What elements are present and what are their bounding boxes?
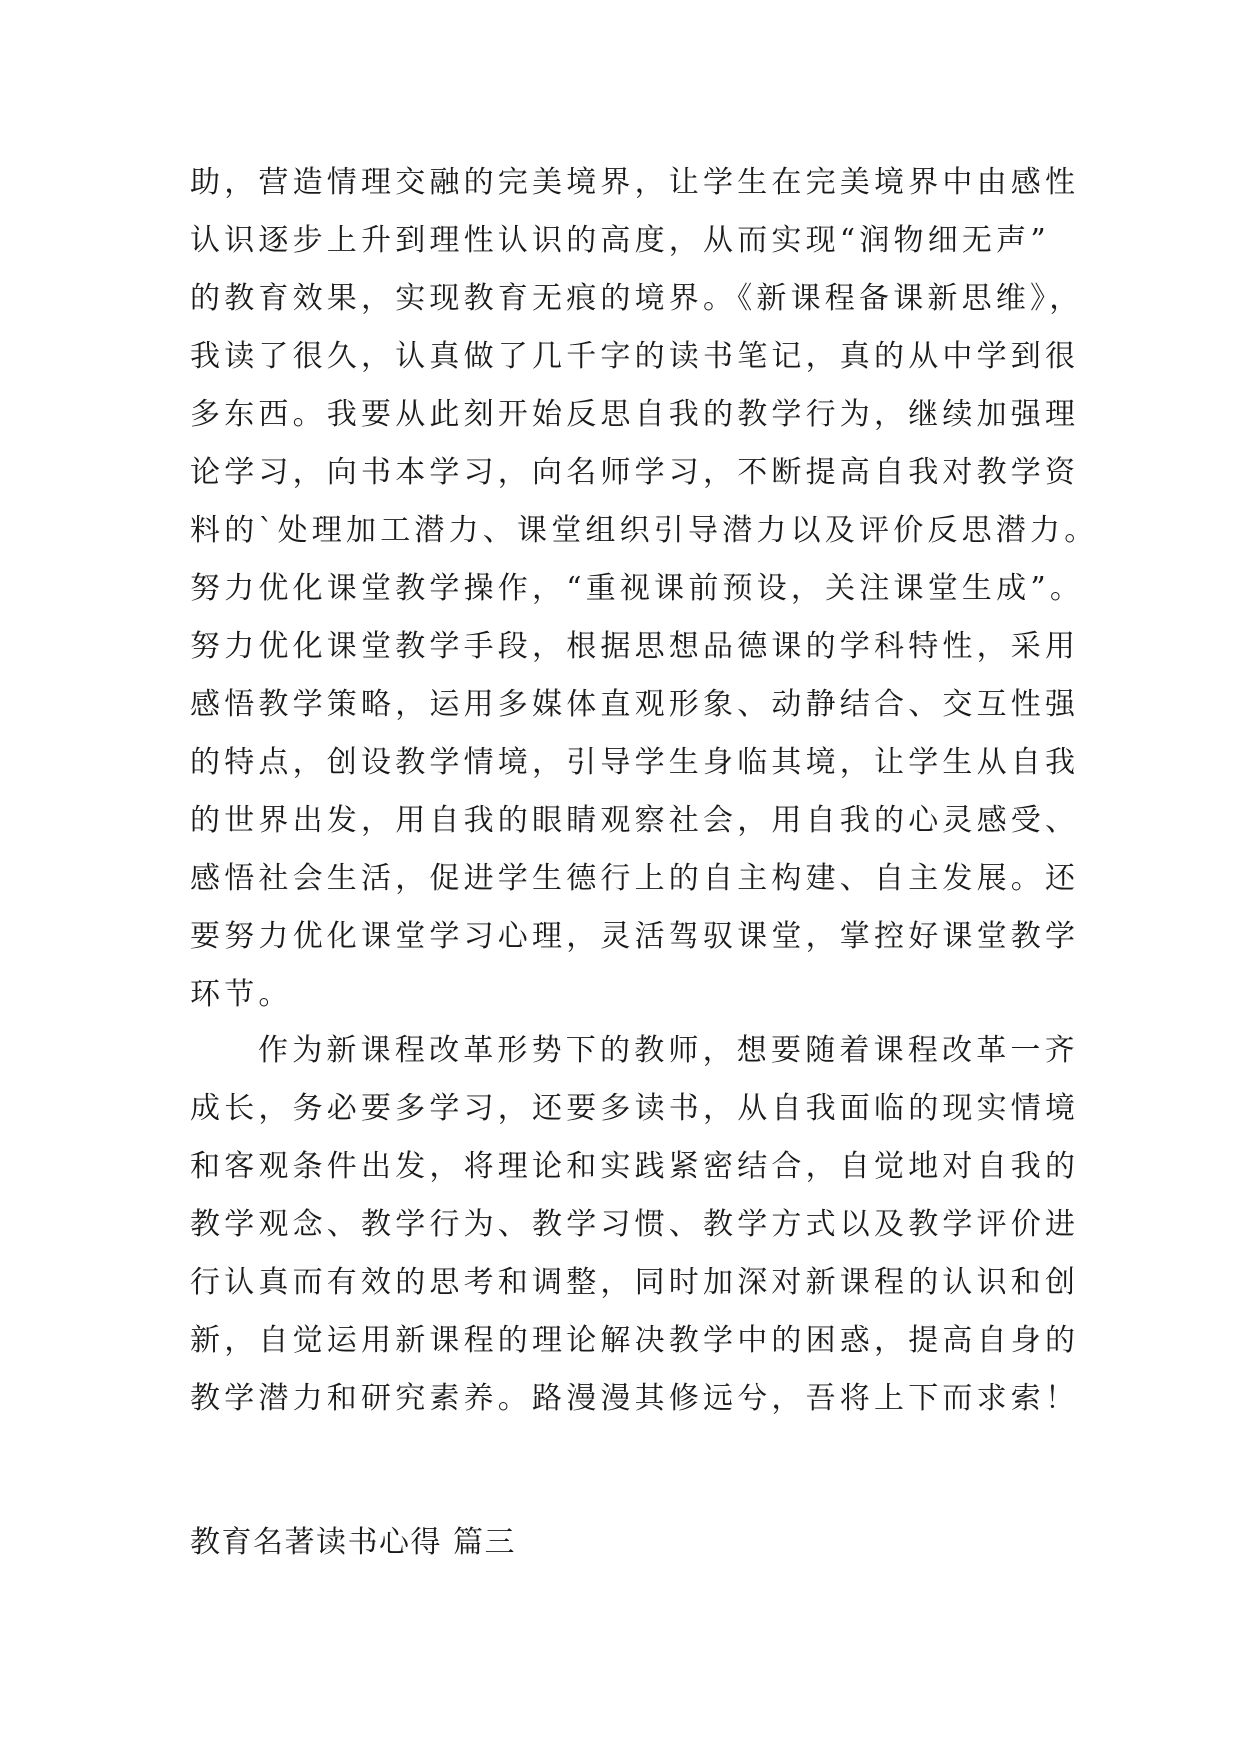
paragraph-line: 成长，务必要多学习，还要多读书，从自我面临的现实情境 xyxy=(190,1091,1080,1126)
paragraph-line: 要努力优化课堂学习心理，灵活驾驭课堂，掌控好课堂教学 xyxy=(190,919,1080,954)
paragraph-line: 认识逐步上升到理性认识的高度，从而实现“润物细无声” xyxy=(190,223,1050,258)
paragraph-line: 的教育效果，实现教育无痕的境界。《新课程备课新思维》， xyxy=(190,281,1084,316)
paragraph-line: 感悟教学策略，运用多媒体直观形象、动静结合、交互性强 xyxy=(190,687,1080,722)
paragraph-line: 多东西。我要从此刻开始反思自我的教学行为，继续加强理 xyxy=(190,397,1080,432)
paragraph-line: 新，自觉运用新课程的理论解决教学中的困惑，提高自身的 xyxy=(190,1323,1080,1358)
paragraph-line: 料的`处理加工潜力、课堂组织引导潜力以及评价反思潜力。 xyxy=(190,513,1099,548)
paragraph-line: 和客观条件出发，将理论和实践紧密结合，自觉地对自我的 xyxy=(190,1149,1080,1184)
paragraph-conclusion xyxy=(190,1022,1080,1428)
paragraph-continuation xyxy=(190,154,1099,1024)
paragraph-line: 我读了很久，认真做了几千字的读书笔记，真的从中学到很 xyxy=(190,339,1080,374)
paragraph-line: 感悟社会生活，促进学生德行上的自主构建、自主发展。还 xyxy=(190,861,1080,896)
paragraph-line: 努力优化课堂教学手段，根据思想品德课的学科特性，采用 xyxy=(190,629,1080,664)
paragraph-line: 的特点，创设教学情境，引导学生身临其境，让学生从自我 xyxy=(190,745,1080,780)
paragraph-line: 努力优化课堂教学操作，“重视课前预设，关注课堂生成”。 xyxy=(190,571,1085,606)
paragraph-line: 教学观念、教学行为、教学习惯、教学方式以及教学评价进 xyxy=(190,1207,1080,1242)
paragraph-line: 助，营造情理交融的完美境界，让学生在完美境界中由感性 xyxy=(190,165,1080,200)
paragraph-line: 行认真而有效的思考和调整，同时加深对新课程的认识和创 xyxy=(190,1265,1080,1300)
paragraph-line: 环节。 xyxy=(190,977,293,1012)
paragraph-line: 教学潜力和研究素养。路漫漫其修远兮，吾将上下而求索！ xyxy=(190,1381,1080,1416)
section-heading: 教育名著读书心得 篇三 xyxy=(190,1525,517,1560)
paragraph-line: 作为新课程改革形势下的教师，想要随着课程改革一齐 xyxy=(258,1033,1079,1068)
paragraph-line: 的世界出发，用自我的眼睛观察社会，用自我的心灵感受、 xyxy=(190,803,1080,838)
paragraph-line: 论学习，向书本学习，向名师学习，不断提高自我对教学资 xyxy=(190,455,1080,490)
